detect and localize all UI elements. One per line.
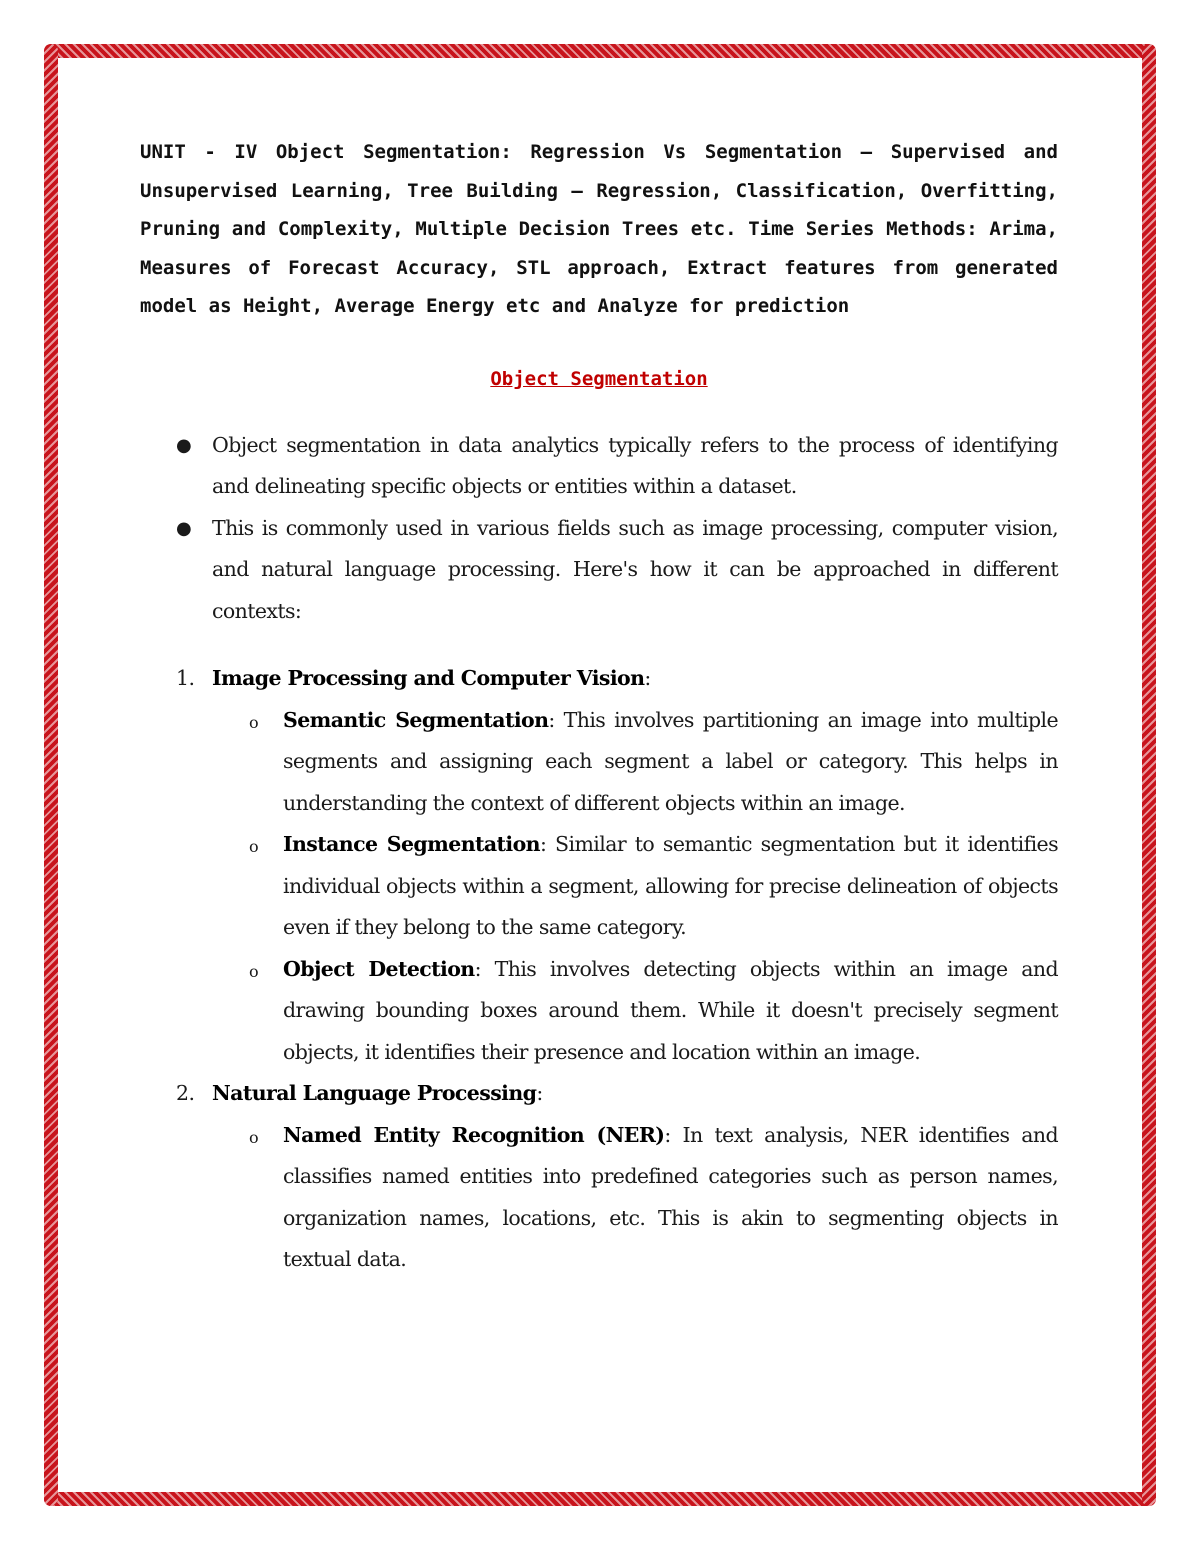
numbered-list [140, 658, 1058, 1281]
border-top [44, 44, 1156, 58]
sub-list-item [140, 1115, 1058, 1281]
item-title: Natural Language Processing [212, 1081, 537, 1105]
circle-bullet-icon: o [249, 712, 259, 732]
border-bottom [44, 1492, 1156, 1506]
sub-list-item [140, 700, 1058, 825]
sub-list [212, 1115, 1058, 1281]
intro-bullet-list [140, 425, 1058, 633]
unit-heading: UNIT - IV Object Segmentation: Regression Vs Segmentation – Supervised and Unsupervised Learning, Tree Building – Regression, Classification, Overfitting, Pruning and Complexity, Multiple Decision Trees etc. Time Series Methods: Arima, Measures of Forecast Accuracy, STL approach, Extract features from generated model as Height, Average Energy etc and Analyze for prediction [140, 141, 1058, 317]
bullet-dot-icon: ● [176, 434, 192, 456]
numbered-item-nlp: 2. Natural Language Processing: o Named Entity Recognition (NER): In text analysis, NER identifies and classifies named entities into predefined categories such as person names, organization names, locations, etc. This is akin to segmenting objects in textual data. [140, 1073, 1058, 1281]
term-description: : Similar to semantic segmentation but it identifies individual objects within a segment, allowing for precise delineation of objects even if they belong to the same category. [283, 832, 1058, 939]
section-title: Object Segmentation [490, 367, 708, 390]
document-content [140, 133, 1058, 1281]
border-left [44, 44, 58, 1506]
border-right [1142, 44, 1156, 1506]
item-number: 1. [176, 666, 195, 690]
numbered-item-image-processing: 1. Image Processing and Computer Vision: o Semantic Segmentation: This involves partitioning an image into multiple segments and assigning each segment a label or category. This helps in understanding the context of different objects within an image. o Instance Segmentation: Similar to semantic segmentation but it identifies individual objects within a segment, allowing for precise delineation of objects even if they belong to the same category. o Object Detection: This involves detecting objects within an image and drawing bounding boxes around them. While it doesn't precisely segment objects, it identifies their presence and location within an image. [140, 658, 1058, 1073]
sub-list [212, 700, 1058, 1074]
sub-list-item [140, 824, 1058, 949]
term-description: : In text analysis, NER identifies and classifies named entities into predefined categories such as person names, organization names, locations, etc. This is akin to segmenting objects in textual data. [283, 1122, 1058, 1271]
list-item [140, 508, 1058, 633]
term-description: : This involves partitioning an image into multiple segments and assigning each segment a label or category. This helps in understanding the context of different objects within an image. [283, 707, 1058, 815]
term: Semantic Segmentation [283, 707, 549, 732]
item-title: Image Processing and Computer Vision [212, 666, 645, 690]
bullet-text: This is commonly used in various fields such as image processing, computer vision, and natural language processing. Here's how it can be approached in different contexts: [212, 515, 1058, 623]
term: Instance Segmentation [283, 832, 540, 856]
sub-list-item [140, 949, 1058, 1074]
bullet-dot-icon: ● [176, 517, 192, 539]
circle-bullet-icon: o [249, 837, 259, 856]
list-item [140, 425, 1058, 508]
term: Object Detection [283, 956, 475, 981]
term: Named Entity Recognition (NER) [283, 1122, 665, 1147]
circle-bullet-icon: o [249, 1127, 259, 1147]
circle-bullet-icon: o [249, 961, 259, 981]
term-description: : This involves detecting objects within an image and drawing bounding boxes around them. While it doesn't precisely segment objects, it identifies their presence and location within an image. [283, 956, 1058, 1064]
item-number: 2. [176, 1081, 195, 1105]
bullet-text: Object segmentation in data analytics typically refers to the process of identifying and delineating specific objects or entities within a dataset. [212, 432, 1058, 498]
